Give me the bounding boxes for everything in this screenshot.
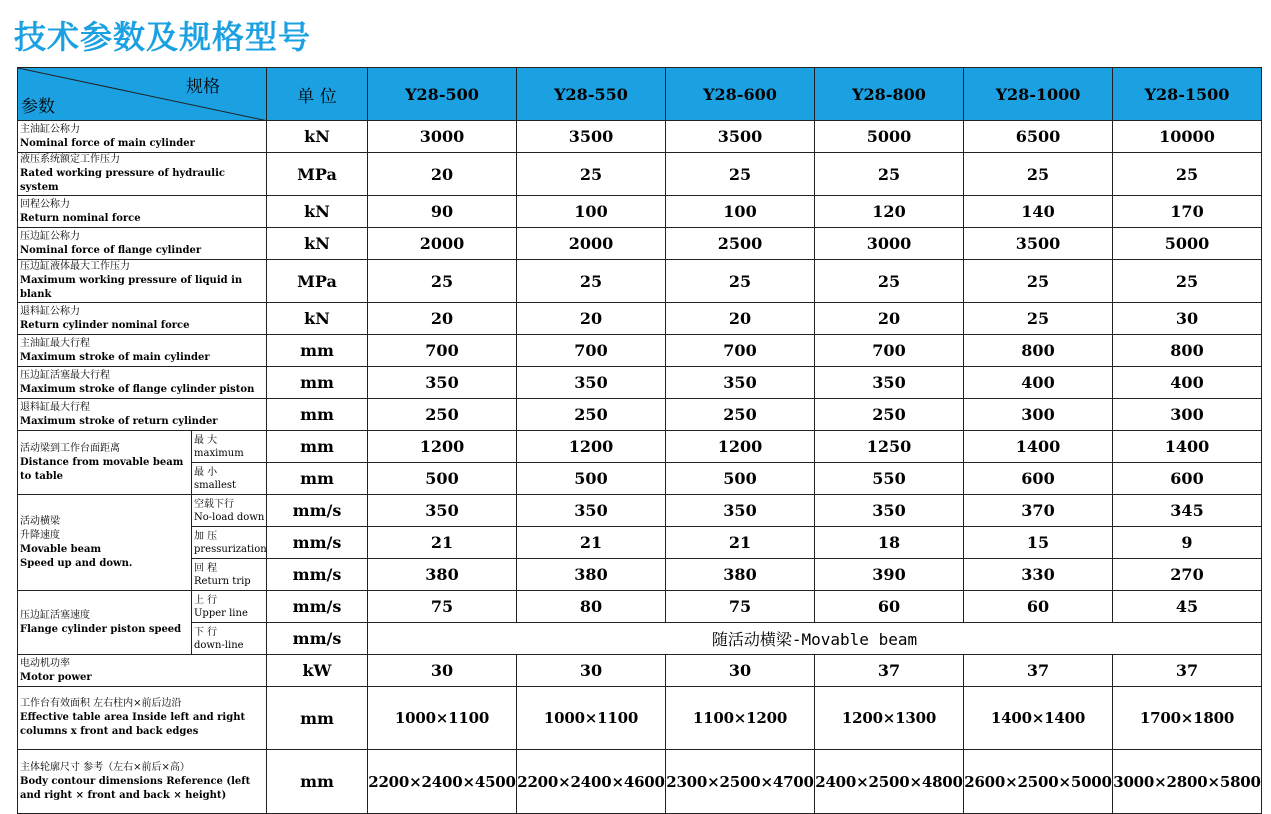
param-en: Return cylinder nominal force xyxy=(20,319,190,331)
param-en: Maximum stroke of main cylinder xyxy=(20,351,210,363)
unit-cell: mm/s xyxy=(267,559,368,591)
param-cell xyxy=(18,495,192,591)
param-cn: 退料缸最大行程 xyxy=(20,401,90,413)
value-cell: 37 xyxy=(1113,655,1262,687)
value-cell: 500 xyxy=(666,463,815,495)
unit-cell: MPa xyxy=(267,260,368,303)
value-cell: 1200 xyxy=(517,431,666,463)
param-cell xyxy=(18,335,267,367)
param-en: Nominal force of main cylinder xyxy=(20,137,195,149)
param-en: Flange cylinder piston speed xyxy=(20,623,182,635)
param-header-label: 参数 xyxy=(21,97,55,117)
model-header: Y28-500 xyxy=(368,68,517,121)
value-cell: 350 xyxy=(666,495,815,527)
value-cell: 3000 xyxy=(815,228,964,260)
param-cn: 主油缸最大行程 xyxy=(20,337,90,349)
value-cell: 2000 xyxy=(368,228,517,260)
value-cell: 15 xyxy=(964,527,1113,559)
value-cell: 1100×1200 xyxy=(666,687,815,750)
table-row xyxy=(18,750,1262,814)
unit-cell: mm xyxy=(267,463,368,495)
param-en: Movable beam xyxy=(20,543,102,555)
value-cell: 350 xyxy=(368,367,517,399)
param-en: Body contour dimensions Reference (left and right × front and back × height) xyxy=(20,775,251,801)
table-row xyxy=(18,559,1262,591)
unit-cell: mm xyxy=(267,750,368,814)
param-cn: 主油缸公称力 xyxy=(20,123,80,135)
value-cell: 700 xyxy=(517,335,666,367)
value-cell: 120 xyxy=(815,196,964,228)
unit-cell: mm xyxy=(267,335,368,367)
param-en: Maximum stroke of return cylinder xyxy=(20,415,218,427)
table-row xyxy=(18,367,1262,399)
param-cell xyxy=(18,367,267,399)
sub-param-en: down-line xyxy=(194,639,244,651)
param-en: Maximum working pressure of liquid in blank xyxy=(20,275,243,300)
unit-header: 单 位 xyxy=(267,68,368,121)
unit-cell: mm xyxy=(267,367,368,399)
value-cell: 350 xyxy=(517,367,666,399)
value-cell: 25 xyxy=(666,153,815,196)
sub-param-cell xyxy=(192,431,267,463)
param-cell xyxy=(18,153,267,196)
value-cell: 2500 xyxy=(666,228,815,260)
value-cell: 500 xyxy=(517,463,666,495)
unit-cell: MPa xyxy=(267,153,368,196)
param-cell xyxy=(18,303,267,335)
value-cell: 90 xyxy=(368,196,517,228)
table-row xyxy=(18,463,1262,495)
param-cn: 工作台有效面积 左右柱内×前后边沿 xyxy=(20,698,182,709)
unit-cell: mm/s xyxy=(267,591,368,623)
sub-param-en: Return trip xyxy=(194,575,251,587)
value-cell: 45 xyxy=(1113,591,1262,623)
param-cell xyxy=(18,260,267,303)
value-cell: 3000×2800×5800 xyxy=(1113,750,1262,814)
value-cell: 25 xyxy=(1113,153,1262,196)
header-row xyxy=(18,68,1262,121)
param-cell xyxy=(18,687,267,750)
spec-table xyxy=(17,67,1262,814)
value-cell: 380 xyxy=(368,559,517,591)
param-cn: 活动横梁 xyxy=(20,515,60,527)
param-en: Nominal force of flange cylinder xyxy=(20,244,202,256)
unit-cell: kW xyxy=(267,655,368,687)
param-cn: 退料缸公称力 xyxy=(20,305,80,317)
value-cell: 250 xyxy=(815,399,964,431)
value-cell: 21 xyxy=(368,527,517,559)
unit-cell: kN xyxy=(267,303,368,335)
table-row xyxy=(18,153,1262,196)
table-row xyxy=(18,655,1262,687)
value-cell: 20 xyxy=(368,303,517,335)
table-row xyxy=(18,687,1262,750)
sub-param-cn: 最 小 xyxy=(194,466,218,478)
value-cell: 2400×2500×4800 xyxy=(815,750,964,814)
value-cell: 1250 xyxy=(815,431,964,463)
value-cell: 2000 xyxy=(517,228,666,260)
sub-param-cell xyxy=(192,559,267,591)
value-cell: 18 xyxy=(815,527,964,559)
param-en: Distance from movable beam to table xyxy=(20,456,184,482)
unit-cell: mm/s xyxy=(267,495,368,527)
header-diagonal-cell xyxy=(18,68,267,121)
unit-cell: mm/s xyxy=(267,623,368,655)
value-cell: 270 xyxy=(1113,559,1262,591)
value-cell: 800 xyxy=(1113,335,1262,367)
unit-cell: kN xyxy=(267,228,368,260)
value-cell: 60 xyxy=(815,591,964,623)
value-cell: 800 xyxy=(964,335,1113,367)
value-cell: 37 xyxy=(964,655,1113,687)
param-cn: 电动机功率 xyxy=(20,657,70,669)
value-cell: 350 xyxy=(666,367,815,399)
value-cell: 100 xyxy=(517,196,666,228)
value-cell: 1000×1100 xyxy=(368,687,517,750)
value-cell: 300 xyxy=(964,399,1113,431)
value-cell: 1200 xyxy=(666,431,815,463)
value-cell: 6500 xyxy=(964,121,1113,153)
param-cn: 压边缸液体最大工作压力 xyxy=(20,261,130,272)
param-en: Effective table area Inside left and right columns x front and back edges xyxy=(20,712,246,737)
sub-param-en: smallest xyxy=(194,479,237,491)
sub-param-cell xyxy=(192,591,267,623)
unit-cell: mm xyxy=(267,687,368,750)
value-cell: 380 xyxy=(666,559,815,591)
value-cell: 25 xyxy=(964,303,1113,335)
param-en: Return nominal force xyxy=(20,212,141,224)
value-cell: 5000 xyxy=(815,121,964,153)
value-cell: 350 xyxy=(815,367,964,399)
value-cell: 80 xyxy=(517,591,666,623)
sub-param-cn: 最 大 xyxy=(194,434,218,446)
value-cell: 1000×1100 xyxy=(517,687,666,750)
page-title: 技术参数及规格型号 xyxy=(14,18,312,56)
unit-cell: kN xyxy=(267,196,368,228)
table-row xyxy=(18,196,1262,228)
value-cell: 37 xyxy=(815,655,964,687)
value-cell: 350 xyxy=(517,495,666,527)
value-cell: 30 xyxy=(666,655,815,687)
table-row xyxy=(18,121,1262,153)
param-cell xyxy=(18,121,267,153)
param-cn: 回程公称力 xyxy=(20,198,70,210)
sub-param-cn: 加 压 xyxy=(194,530,218,542)
merged-note-cell: 随活动横梁-Movable beam xyxy=(368,623,1262,655)
value-cell: 350 xyxy=(815,495,964,527)
value-cell: 21 xyxy=(517,527,666,559)
value-cell: 700 xyxy=(368,335,517,367)
diagonal-line xyxy=(18,68,267,121)
value-cell: 380 xyxy=(517,559,666,591)
param-cn: 主体轮廓尺寸 参考（左右×前后×高） xyxy=(20,761,190,773)
value-cell: 20 xyxy=(815,303,964,335)
value-cell: 330 xyxy=(964,559,1113,591)
sub-param-cell xyxy=(192,463,267,495)
sub-param-cn: 上 行 xyxy=(194,594,218,606)
value-cell: 2200×2400×4500 xyxy=(368,750,517,814)
param-cell xyxy=(18,228,267,260)
value-cell: 25 xyxy=(964,260,1113,303)
param-en: Rated working pressure of hydraulic system xyxy=(20,168,225,193)
value-cell: 1200 xyxy=(368,431,517,463)
value-cell: 250 xyxy=(666,399,815,431)
value-cell: 1400×1400 xyxy=(964,687,1113,750)
model-header: Y28-800 xyxy=(815,68,964,121)
value-cell: 370 xyxy=(964,495,1113,527)
value-cell: 1400 xyxy=(964,431,1113,463)
value-cell: 250 xyxy=(517,399,666,431)
sub-param-cell xyxy=(192,495,267,527)
value-cell: 9 xyxy=(1113,527,1262,559)
value-cell: 25 xyxy=(368,260,517,303)
value-cell: 25 xyxy=(517,260,666,303)
param-cn: 活动梁到工作台面距离 xyxy=(20,442,120,454)
table-row xyxy=(18,495,1262,527)
table-row xyxy=(18,527,1262,559)
unit-cell: mm xyxy=(267,399,368,431)
unit-cell: mm/s xyxy=(267,527,368,559)
param-cell xyxy=(18,399,267,431)
value-cell: 350 xyxy=(368,495,517,527)
param-cell xyxy=(18,655,267,687)
sub-param-en: No-load down xyxy=(194,511,265,523)
value-cell: 1700×1800 xyxy=(1113,687,1262,750)
value-cell: 390 xyxy=(815,559,964,591)
param-cn: 压边缸活塞最大行程 xyxy=(20,369,110,381)
param-en: Motor power xyxy=(20,671,92,683)
value-cell: 700 xyxy=(666,335,815,367)
value-cell: 400 xyxy=(1113,367,1262,399)
value-cell: 140 xyxy=(964,196,1113,228)
table-row xyxy=(18,431,1262,463)
value-cell: 170 xyxy=(1113,196,1262,228)
value-cell: 20 xyxy=(368,153,517,196)
value-cell: 2200×2400×4600 xyxy=(517,750,666,814)
sub-param-cn: 下 行 xyxy=(194,626,218,638)
value-cell: 25 xyxy=(666,260,815,303)
value-cell: 30 xyxy=(517,655,666,687)
value-cell: 345 xyxy=(1113,495,1262,527)
sub-param-cell xyxy=(192,623,267,655)
param-cn: 压边缸公称力 xyxy=(20,230,80,242)
value-cell: 75 xyxy=(666,591,815,623)
value-cell: 500 xyxy=(368,463,517,495)
table-row xyxy=(18,399,1262,431)
value-cell: 20 xyxy=(666,303,815,335)
table-row xyxy=(18,303,1262,335)
table-row xyxy=(18,335,1262,367)
value-cell: 10000 xyxy=(1113,121,1262,153)
table-row xyxy=(18,623,1262,655)
value-cell: 400 xyxy=(964,367,1113,399)
value-cell: 21 xyxy=(666,527,815,559)
value-cell: 250 xyxy=(368,399,517,431)
unit-cell: kN xyxy=(267,121,368,153)
sub-param-cn: 空载下行 xyxy=(194,498,234,510)
sub-param-en: pressurization xyxy=(194,543,267,555)
sub-param-en: Upper line xyxy=(194,607,248,619)
param-cell xyxy=(18,431,192,495)
param-cn: 液压系统额定工作压力 xyxy=(20,154,120,165)
value-cell: 25 xyxy=(815,260,964,303)
value-cell: 25 xyxy=(517,153,666,196)
value-cell: 25 xyxy=(815,153,964,196)
value-cell: 600 xyxy=(964,463,1113,495)
value-cell: 3500 xyxy=(964,228,1113,260)
value-cell: 600 xyxy=(1113,463,1262,495)
value-cell: 20 xyxy=(517,303,666,335)
value-cell: 25 xyxy=(964,153,1113,196)
table-row xyxy=(18,591,1262,623)
value-cell: 30 xyxy=(368,655,517,687)
value-cell: 75 xyxy=(368,591,517,623)
value-cell: 5000 xyxy=(1113,228,1262,260)
value-cell: 3000 xyxy=(368,121,517,153)
value-cell: 3500 xyxy=(517,121,666,153)
param-cell xyxy=(18,750,267,814)
model-header: Y28-600 xyxy=(666,68,815,121)
value-cell: 30 xyxy=(1113,303,1262,335)
value-cell: 3500 xyxy=(666,121,815,153)
value-cell: 60 xyxy=(964,591,1113,623)
sub-param-cn: 回 程 xyxy=(194,562,218,574)
param-cell xyxy=(18,196,267,228)
spec-header-label: 规格 xyxy=(186,77,220,97)
table-row xyxy=(18,260,1262,303)
value-cell: 550 xyxy=(815,463,964,495)
unit-cell: mm xyxy=(267,431,368,463)
sub-param-en: maximum xyxy=(194,447,244,459)
param-cell xyxy=(18,591,192,655)
param-cn: 压边缸活塞速度 xyxy=(20,609,90,621)
param-en: Maximum stroke of flange cylinder piston xyxy=(20,383,255,395)
param-cn: 升降速度 xyxy=(20,529,60,541)
value-cell: 2300×2500×4700 xyxy=(666,750,815,814)
sub-param-cell xyxy=(192,527,267,559)
value-cell: 300 xyxy=(1113,399,1262,431)
value-cell: 100 xyxy=(666,196,815,228)
value-cell: 1200×1300 xyxy=(815,687,964,750)
param-en: Speed up and down. xyxy=(20,557,133,569)
model-header: Y28-550 xyxy=(517,68,666,121)
value-cell: 1400 xyxy=(1113,431,1262,463)
model-header: Y28-1500 xyxy=(1113,68,1262,121)
model-header: Y28-1000 xyxy=(964,68,1113,121)
value-cell: 25 xyxy=(1113,260,1262,303)
table-row xyxy=(18,228,1262,260)
value-cell: 700 xyxy=(815,335,964,367)
value-cell: 2600×2500×5000 xyxy=(964,750,1113,814)
